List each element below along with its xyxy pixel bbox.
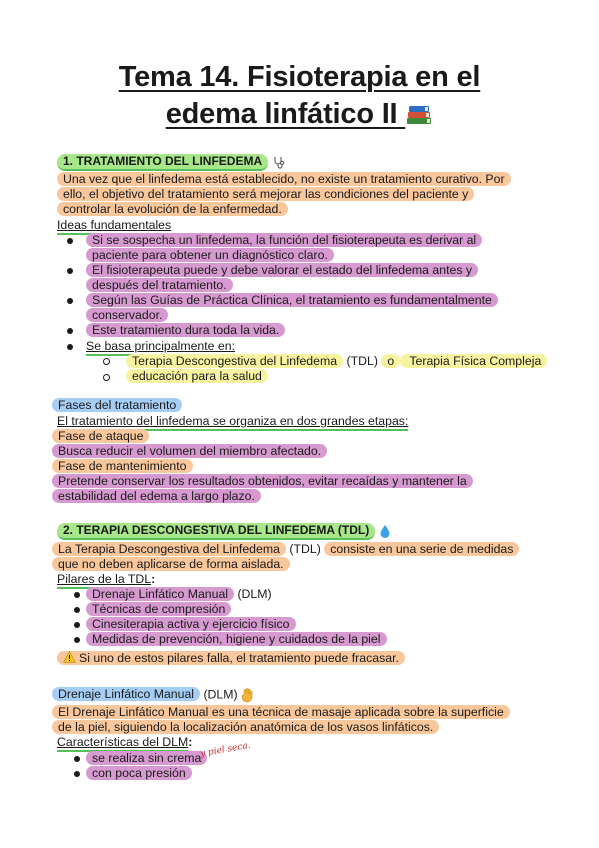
sub-bullet xyxy=(103,374,110,381)
fase-2: Fase de mantenimiento xyxy=(52,459,193,474)
fase-1: Fase de ataque xyxy=(52,429,149,444)
page-title-line1: Tema 14. Fisioterapia en el xyxy=(118,61,481,93)
stethoscope-icon xyxy=(272,155,286,169)
section2-heading-row xyxy=(57,523,391,538)
droplet-icon xyxy=(379,524,391,538)
fase-2-desc-line2: estabilidad del edema a largo plazo. xyxy=(52,489,261,504)
s1-intro-line2: ello, el objetivo del tratamiento será mejorar las condiciones del paciente y xyxy=(57,187,474,202)
handwritten-note: y piel seca. xyxy=(199,740,252,760)
bullet-dot xyxy=(74,771,80,777)
hand-icon xyxy=(241,687,255,703)
dlm-desc-line2: de la piel, siguiendo la localización anatómica de los vasos linfáticos. xyxy=(52,720,439,735)
s2-intro-line2: que no deben aplicarse de forma aislada. xyxy=(52,557,290,572)
bullet-dot xyxy=(67,238,73,244)
bullet-dot xyxy=(67,298,73,304)
idea-3-line1: Según las Guías de Práctica Clínica, el tratamiento es fundamentalmente xyxy=(86,293,498,308)
pilar-1: Drenaje Linfático Manual (DLM) xyxy=(86,587,272,602)
idea-1-line2: paciente para obtener un diagnóstico claro. xyxy=(86,248,334,263)
idea-2-line2: después del tratamiento. xyxy=(86,278,233,293)
fases-label: Fases del tratamiento xyxy=(52,398,182,413)
caracteristica-2: con poca presión xyxy=(86,766,192,781)
section2-heading: 2. TERAPIA DESCONGESTIVA DEL LINFEDEMA (TDL) xyxy=(57,523,375,540)
idea-1-line1: Si se sospecha un linfedema, la función del fisioterapeuta es derivar al xyxy=(86,233,482,248)
caracteristicas-label: Características del DLM: xyxy=(57,735,192,750)
warning-row xyxy=(57,651,405,666)
idea-2-line1: El fisioterapeuta puede y debe valorar el estado del linfedema antes y xyxy=(86,263,478,278)
pilares-label: Pilares de la TDL: xyxy=(57,572,155,587)
page-title-text: edema linfático II xyxy=(165,98,398,130)
dlm-desc-line1: El Drenaje Linfático Manual es una técnica de masaje aplicada sobre la superficie xyxy=(52,705,510,720)
sub-item-1: Terapia Descongestiva del Linfedema (TDL) o Terapia Física Compleja xyxy=(126,354,547,369)
s1-intro-line3: controlar la evolución de la enfermedad. xyxy=(57,202,288,217)
s2-intro-line1: La Terapia Descongestiva del Linfedema (TDL) consiste en una serie de medidas xyxy=(52,542,519,557)
warning-icon xyxy=(63,651,76,663)
pilar-4: Medidas de prevención, higiene y cuidados de la piel xyxy=(86,632,387,647)
books-icon xyxy=(405,102,433,128)
section1-heading: 1. TRATAMIENTO DEL LINFEDEMA xyxy=(57,154,268,171)
bullet-dot xyxy=(74,756,80,762)
s1-intro-line1: Una vez que el linfedema está establecido, no existe un tratamiento curativo. Por xyxy=(57,172,511,187)
fase-1-desc: Busca reducir el volumen del miembro afectado. xyxy=(52,444,327,459)
fase-2-desc-line1: Pretende conservar los resultados obtenidos, evitar recaídas y mantener la xyxy=(52,474,473,489)
bullet-dot xyxy=(67,268,73,274)
idea-5: Se basa principalmente en: xyxy=(86,339,235,354)
bullet-dot xyxy=(74,637,80,643)
bullet-dot xyxy=(74,622,80,628)
pilar-2: Técnicas de compresión xyxy=(86,602,231,617)
idea-3-line2: conservador. xyxy=(86,308,168,323)
warning-text: Si uno de estos pilares falla, el tratamiento puede fracasar. xyxy=(79,651,399,665)
page-title-line2 xyxy=(0,95,599,133)
fases-intro: El tratamiento del linfedema se organiza en dos grandes etapas: xyxy=(57,414,408,429)
ideas-label: Ideas fundamentales xyxy=(57,218,171,233)
bullet-dot xyxy=(67,328,73,334)
caracteristica-1: se realiza sin crema xyxy=(86,751,207,766)
sub-bullet xyxy=(103,358,110,365)
section1-heading-row xyxy=(57,154,286,169)
bullet-dot xyxy=(67,344,73,350)
idea-4: Este tratamiento dura toda la vida. xyxy=(86,323,285,338)
pilar-3: Cinesiterapia activa y ejercicio físico xyxy=(86,617,296,632)
dlm-label-row: Drenaje Linfático Manual (DLM) xyxy=(52,687,255,703)
bullet-dot xyxy=(74,592,80,598)
sub-item-2: educación para la salud xyxy=(126,369,268,384)
bullet-dot xyxy=(74,607,80,613)
